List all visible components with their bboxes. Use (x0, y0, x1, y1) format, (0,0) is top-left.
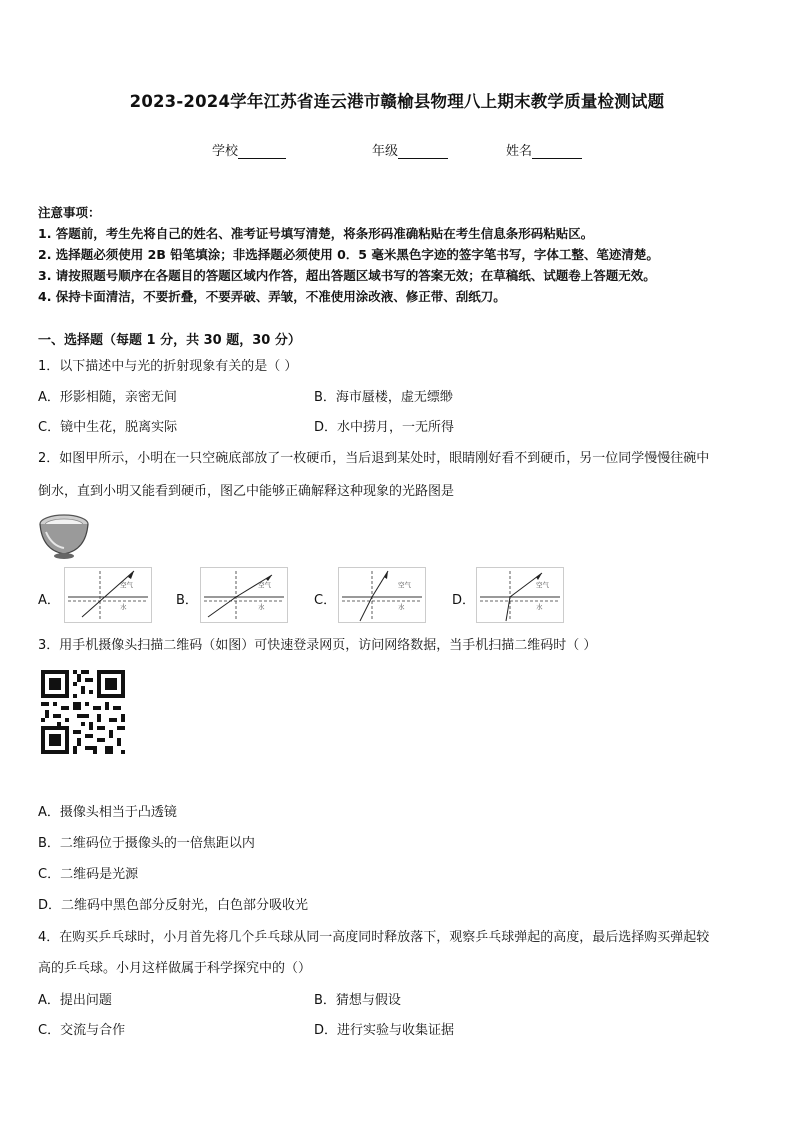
q3-option-d[interactable]: D．二维码中黑色部分反射光，白色部分吸收光 (38, 898, 309, 913)
q1-stem: 1．以下描述中与光的折射现象有关的是（ ） (38, 359, 298, 374)
page-title: 2023-2024学年江苏省连云港市赣榆县物理八上期末教学质量检测试题 (129, 92, 665, 111)
q2-diagram-a-air-text: 空气 (120, 581, 133, 589)
q2-diagram-b[interactable] (200, 567, 288, 623)
qr-code-image (40, 670, 126, 754)
q1-option-b[interactable]: B．海市蜃楼，虚无缥缈 (314, 390, 453, 405)
notes-item: 3. 请按照题号顺序在各题目的答题区域内作答，超出答题区域书写的答案无效；在草稿纸、试题卷上答题无效。 (38, 268, 656, 283)
q2-diagram-a-water-text: 水 (120, 603, 127, 611)
q3-stem: 3．用手机摄像头扫描二维码（如图）可快速登录网页，访问网络数据，当手机扫描二维码时（ ） (38, 638, 597, 653)
q2-stem-line1: 2．如图甲所示，小明在一只空碗底部放了一枚硬币，当后退到某处时，眼睛刚好看不到硬币，另一位同学慢慢往碗中 (38, 451, 710, 466)
notes-heading: 注意事项： (38, 205, 101, 220)
q2-diagram-b-water-text: 水 (258, 603, 265, 611)
q2-label-a[interactable]: A． (38, 593, 60, 608)
notes-item: 1. 答题前，考生先将自己的姓名、准考证号填写清楚，将条形码准确粘贴在考生信息条形码粘贴区。 (38, 226, 594, 241)
q4-stem-line1: 4．在购买乒乓球时，小月首先将几个乒乓球从同一高度同时释放落下，观察乒乓球弹起的高度，最后选择购买弹起较 (38, 930, 710, 945)
q2-label-d[interactable]: D． (452, 593, 476, 608)
q3-option-a[interactable]: A．摄像头相当于凸透镜 (38, 805, 177, 820)
q2-label-b[interactable]: B． (176, 593, 198, 608)
notes-item: 2. 选择题必须使用 2B 铅笔填涂；非选择题必须使用 0．5 毫米黑色字迹的签字笔书写，字体工整、笔迹清楚。 (38, 247, 659, 262)
school-label: 学校 (212, 144, 239, 159)
q2-diagram-d-air-text: 空气 (536, 581, 549, 589)
q2-diagram-a[interactable] (64, 567, 152, 623)
q2-stem-line2: 倒水，直到小明又能看到硬币，图乙中能够正确解释这种现象的光路图是 (38, 484, 455, 499)
q4-stem-line2: 高的乒乓球。小月这样做属于科学探究中的（） (38, 961, 312, 976)
q2-diagram-c-water-text: 水 (398, 603, 405, 611)
q2-diagram-d[interactable] (476, 567, 564, 623)
grade-label: 年级 (372, 144, 399, 159)
q1-option-c[interactable]: C．镜中生花，脱离实际 (38, 420, 178, 435)
name-blank[interactable] (532, 145, 582, 159)
q4-option-c[interactable]: C．交流与合作 (38, 1023, 126, 1038)
q4-option-b[interactable]: B．猜想与假设 (314, 993, 401, 1008)
school-blank[interactable] (238, 145, 286, 159)
q2-diagram-c-air-text: 空气 (398, 581, 411, 589)
q2-diagram-d-water-text: 水 (536, 603, 543, 611)
q1-option-d[interactable]: D．水中捞月，一无所得 (314, 420, 455, 435)
name-field (506, 140, 582, 159)
bowl-image (38, 512, 90, 560)
q2-label-c[interactable]: C． (314, 593, 337, 608)
q2-diagram-c[interactable] (338, 567, 426, 623)
q3-option-c[interactable]: C．二维码是光源 (38, 867, 139, 882)
grade-blank[interactable] (398, 145, 448, 159)
q4-option-a[interactable]: A．提出问题 (38, 993, 112, 1008)
name-label: 姓名 (506, 144, 533, 159)
q3-option-b[interactable]: B．二维码位于摄像头的一倍焦距以内 (38, 836, 255, 851)
school-field (212, 140, 286, 159)
q4-option-d[interactable]: D．进行实验与收集证据 (314, 1023, 455, 1038)
section-heading: 一、选择题（每题 1 分，共 30 题，30 分） (38, 333, 301, 348)
grade-field (372, 140, 448, 159)
q2-diagram-b-air-text: 空气 (258, 581, 271, 589)
q1-option-a[interactable]: A．形影相随，亲密无间 (38, 390, 177, 405)
notes-item: 4. 保持卡面清洁，不要折叠，不要弄破、弄皱，不准使用涂改液、修正带、刮纸刀。 (38, 289, 506, 304)
